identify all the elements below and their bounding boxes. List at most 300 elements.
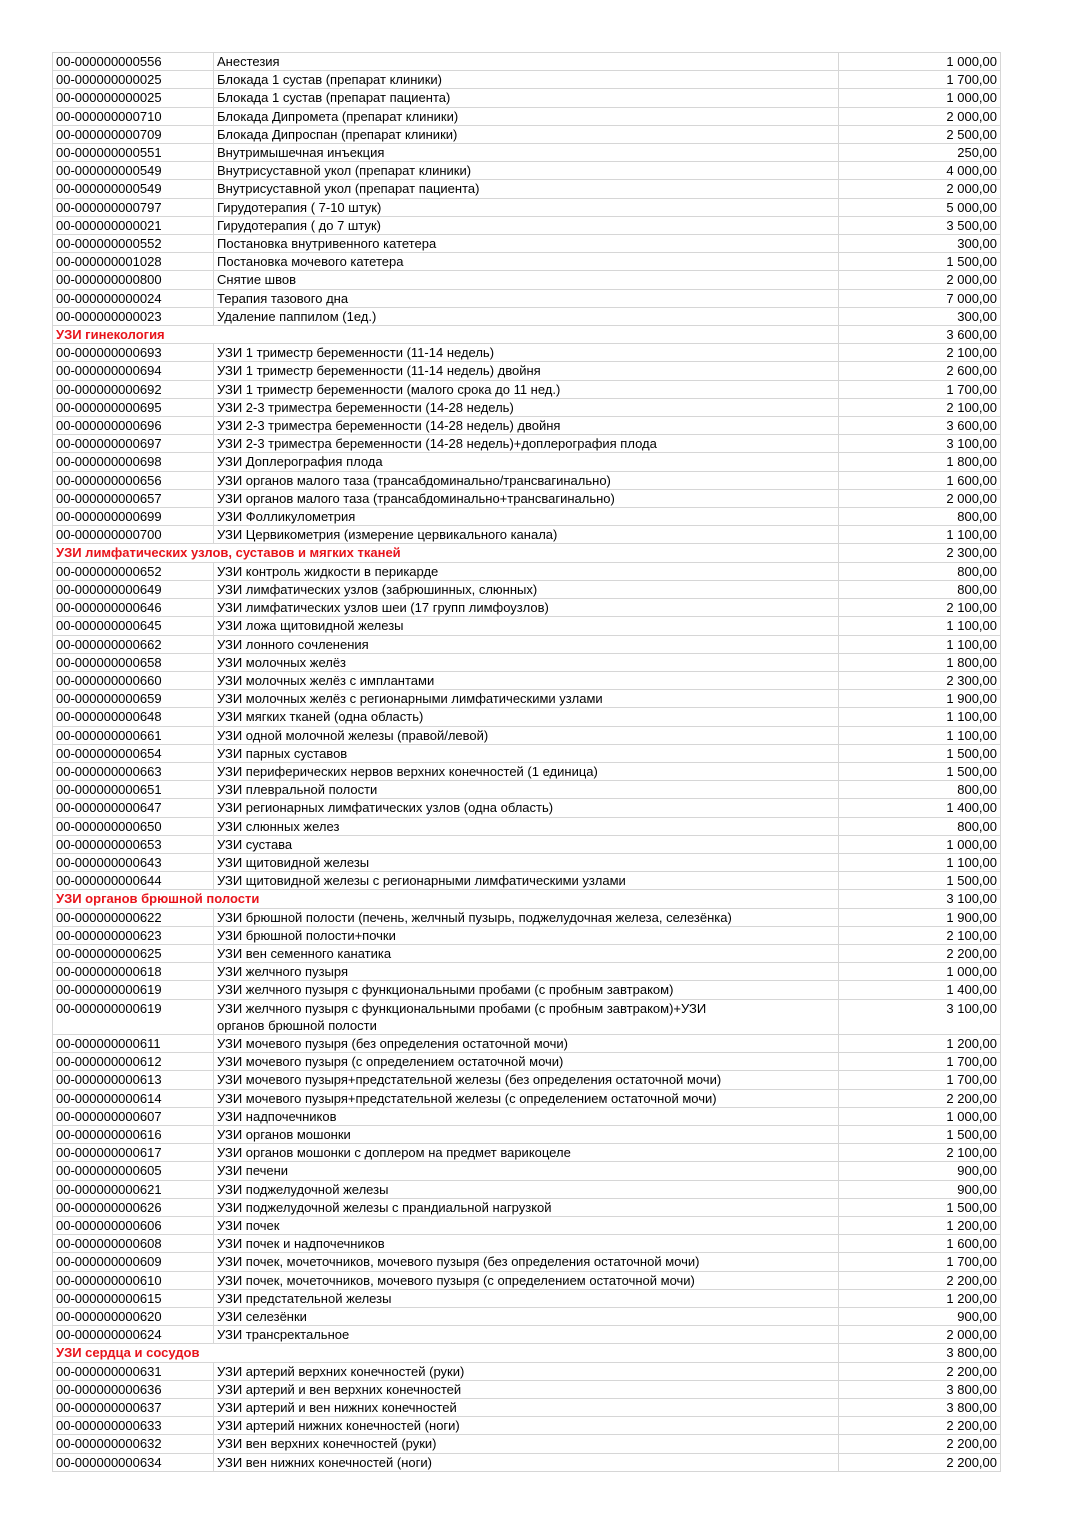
service-name: УЗИ молочных желёз с регионарными лимфатическими узлами: [214, 690, 839, 708]
price-row: [53, 89, 1001, 107]
service-code: 00-000000000652: [53, 562, 214, 580]
service-price: 1 100,00: [839, 635, 1001, 653]
price-row: [53, 1362, 1001, 1380]
price-row: [53, 1326, 1001, 1344]
service-name: УЗИ молочных желёз: [214, 653, 839, 671]
service-code: 00-000000000622: [53, 908, 214, 926]
price-row: [53, 562, 1001, 580]
price-row: [53, 1271, 1001, 1289]
price-row: [53, 489, 1001, 507]
service-price: 1 200,00: [839, 1217, 1001, 1235]
service-code: 00-000000000632: [53, 1435, 214, 1453]
service-price: 1 100,00: [839, 526, 1001, 544]
service-price: 2 100,00: [839, 398, 1001, 416]
price-row: [53, 398, 1001, 416]
section-title: УЗИ органов брюшной полости: [53, 890, 839, 908]
service-code: 00-000000000556: [53, 53, 214, 71]
service-price: 300,00: [839, 235, 1001, 253]
service-code: 00-000000000643: [53, 853, 214, 871]
service-code: 00-000000000626: [53, 1198, 214, 1216]
service-price: 2 000,00: [839, 489, 1001, 507]
service-name: Постановка внутривенного катетера: [214, 235, 839, 253]
service-name: УЗИ парных суставов: [214, 744, 839, 762]
price-row: [53, 963, 1001, 981]
service-code: 00-000000000605: [53, 1162, 214, 1180]
service-name: УЗИ предстательной железы: [214, 1289, 839, 1307]
service-name: УЗИ лонного сочленения: [214, 635, 839, 653]
service-code: 00-000000000692: [53, 380, 214, 398]
service-code: 00-000000000700: [53, 526, 214, 544]
service-code: 00-000000000617: [53, 1144, 214, 1162]
service-price: 800,00: [839, 562, 1001, 580]
service-code: 00-000000000551: [53, 144, 214, 162]
service-code: 00-000000000612: [53, 1053, 214, 1071]
price-row: [53, 53, 1001, 71]
service-name: УЗИ Фолликулометрия: [214, 508, 839, 526]
service-name: УЗИ 2-3 триместра беременности (14-28 недель) двойня: [214, 417, 839, 435]
service-price: 2 000,00: [839, 271, 1001, 289]
service-code: 00-000000000023: [53, 307, 214, 325]
price-row: [53, 253, 1001, 271]
service-name: УЗИ мочевого пузыря+предстательной железы (с определением остаточной мочи): [214, 1089, 839, 1107]
price-row: [53, 107, 1001, 125]
price-row: [53, 617, 1001, 635]
service-code: 00-000000000696: [53, 417, 214, 435]
service-code: 00-000000000631: [53, 1362, 214, 1380]
price-row: [53, 744, 1001, 762]
service-code: 00-000000000797: [53, 198, 214, 216]
service-price: 1 900,00: [839, 908, 1001, 926]
service-code: 00-000000000648: [53, 708, 214, 726]
service-code: 00-000000000608: [53, 1235, 214, 1253]
price-row: [53, 1217, 1001, 1235]
service-price: 5 000,00: [839, 198, 1001, 216]
service-price: 2 100,00: [839, 344, 1001, 362]
price-row: [53, 307, 1001, 325]
service-price: 2 200,00: [839, 1417, 1001, 1435]
service-name: УЗИ почек и надпочечников: [214, 1235, 839, 1253]
price-row: [53, 125, 1001, 143]
service-code: 00-000000000021: [53, 216, 214, 234]
service-name: УЗИ почек: [214, 1217, 839, 1235]
service-name: Гирудотерапия ( до 7 штук): [214, 216, 839, 234]
service-name: Внутрисуставной укол (препарат клиники): [214, 162, 839, 180]
service-price: 2 100,00: [839, 599, 1001, 617]
service-code: 00-000000000607: [53, 1107, 214, 1125]
service-code: 00-000000000636: [53, 1380, 214, 1398]
service-code: 00-000000000618: [53, 963, 214, 981]
service-code: 00-000000000606: [53, 1217, 214, 1235]
service-code: 00-000000000651: [53, 781, 214, 799]
price-row: [53, 1071, 1001, 1089]
service-name: УЗИ органов малого таза (трансабдоминально/трансвагинально): [214, 471, 839, 489]
service-code: 00-000000000549: [53, 162, 214, 180]
service-price: 1 400,00: [839, 799, 1001, 817]
service-price: 1 800,00: [839, 653, 1001, 671]
service-price: 1 000,00: [839, 1107, 1001, 1125]
service-name: УЗИ мочевого пузыря (без определения остаточной мочи): [214, 1034, 839, 1052]
service-name: УЗИ 1 триместр беременности (малого срока до 11 нед.): [214, 380, 839, 398]
price-row: [53, 926, 1001, 944]
service-name: УЗИ почек, мочеточников, мочевого пузыря (без определения остаточной мочи): [214, 1253, 839, 1271]
service-price: 900,00: [839, 1162, 1001, 1180]
service-code: 00-000000000615: [53, 1289, 214, 1307]
service-code: 00-000000000663: [53, 762, 214, 780]
price-row: [53, 726, 1001, 744]
service-price: 900,00: [839, 1308, 1001, 1326]
service-name: УЗИ артерий и вен нижних конечностей: [214, 1399, 839, 1417]
service-price: 800,00: [839, 817, 1001, 835]
service-name: УЗИ молочных желёз с имплантами: [214, 671, 839, 689]
service-code: 00-000000000633: [53, 1417, 214, 1435]
price-row: [53, 216, 1001, 234]
service-price: 1 500,00: [839, 762, 1001, 780]
service-price: 1 000,00: [839, 963, 1001, 981]
service-name: УЗИ органов мошонки: [214, 1125, 839, 1143]
service-price: 1 600,00: [839, 1235, 1001, 1253]
service-price: 3 500,00: [839, 216, 1001, 234]
service-code: 00-000000000660: [53, 671, 214, 689]
service-code: 00-000000000650: [53, 817, 214, 835]
service-code: 00-000000000624: [53, 1326, 214, 1344]
section-price: 3 600,00: [839, 326, 1001, 344]
price-list-table: [52, 52, 1001, 1472]
price-row: [53, 508, 1001, 526]
price-row: [53, 1235, 1001, 1253]
service-price: 900,00: [839, 1180, 1001, 1198]
price-row: [53, 417, 1001, 435]
price-row: [53, 1180, 1001, 1198]
service-code: 00-000000001028: [53, 253, 214, 271]
service-code: 00-000000000649: [53, 580, 214, 598]
price-row: [53, 1417, 1001, 1435]
service-code: 00-000000000800: [53, 271, 214, 289]
service-name-line: УЗИ желчного пузыря с функциональными пробами (с пробным завтраком)+УЗИ: [217, 1000, 707, 1016]
price-row: [53, 599, 1001, 617]
price-row: [53, 1435, 1001, 1453]
service-code: 00-000000000644: [53, 872, 214, 890]
service-code: 00-000000000694: [53, 362, 214, 380]
price-row: [53, 944, 1001, 962]
service-code: 00-000000000656: [53, 471, 214, 489]
service-name: Блокада Дипромета (препарат клиники): [214, 107, 839, 125]
price-row: [53, 344, 1001, 362]
price-row: [53, 635, 1001, 653]
price-row: [53, 526, 1001, 544]
service-code: 00-000000000610: [53, 1271, 214, 1289]
price-row: [53, 671, 1001, 689]
service-price: 1 700,00: [839, 1053, 1001, 1071]
service-price: 800,00: [839, 508, 1001, 526]
service-name: УЗИ плевральной полости: [214, 781, 839, 799]
price-row: [53, 1399, 1001, 1417]
price-row: [53, 708, 1001, 726]
service-name: УЗИ желчного пузыря с функциональными пробами (с пробным завтраком): [214, 981, 839, 999]
service-price: 2 300,00: [839, 671, 1001, 689]
service-price: 1 100,00: [839, 708, 1001, 726]
service-name: УЗИ 1 триместр беременности (11-14 недель): [214, 344, 839, 362]
service-price: 1 200,00: [839, 1034, 1001, 1052]
service-code: 00-000000000657: [53, 489, 214, 507]
service-name: УЗИ вен семенного канатика: [214, 944, 839, 962]
service-code: 00-000000000609: [53, 1253, 214, 1271]
service-name: УЗИ Доплерография плода: [214, 453, 839, 471]
service-name: УЗИ мягких тканей (одна область): [214, 708, 839, 726]
service-price: 1 700,00: [839, 380, 1001, 398]
service-name: УЗИ одной молочной железы (правой/левой): [214, 726, 839, 744]
service-code: 00-000000000620: [53, 1308, 214, 1326]
price-row: [53, 653, 1001, 671]
service-code: 00-000000000647: [53, 799, 214, 817]
price-row: [53, 999, 1001, 1034]
service-name: УЗИ брюшной полости (печень, желчный пузырь, поджелудочная железа, селезёнка): [214, 908, 839, 926]
service-code: 00-000000000661: [53, 726, 214, 744]
service-price: 1 800,00: [839, 453, 1001, 471]
price-row: [53, 162, 1001, 180]
section-header-row: [53, 326, 1001, 344]
service-code: 00-000000000611: [53, 1034, 214, 1052]
service-code: 00-000000000549: [53, 180, 214, 198]
service-name: Анестезия: [214, 53, 839, 71]
service-price: 2 200,00: [839, 1435, 1001, 1453]
service-name: Постановка мочевого катетера: [214, 253, 839, 271]
service-code: 00-000000000646: [53, 599, 214, 617]
service-code: 00-000000000613: [53, 1071, 214, 1089]
service-name: УЗИ трансректальное: [214, 1326, 839, 1344]
service-code: 00-000000000658: [53, 653, 214, 671]
service-name: УЗИ печени: [214, 1162, 839, 1180]
service-name: УЗИ поджелудочной железы: [214, 1180, 839, 1198]
service-price: 1 100,00: [839, 726, 1001, 744]
service-name: УЗИ органов малого таза (трансабдоминально+трансвагинально): [214, 489, 839, 507]
price-row: [53, 1253, 1001, 1271]
service-name: УЗИ желчного пузыря: [214, 963, 839, 981]
service-name: УЗИ 2-3 триместра беременности (14-28 недель)+доплерография плода: [214, 435, 839, 453]
service-price: 2 200,00: [839, 1453, 1001, 1471]
service-code: 00-000000000699: [53, 508, 214, 526]
price-row: [53, 180, 1001, 198]
service-name: УЗИ лимфатических узлов (забрюшинных, слюнных): [214, 580, 839, 598]
service-name: УЗИ периферических нервов верхних конечностей (1 единица): [214, 762, 839, 780]
service-price: 2 100,00: [839, 926, 1001, 944]
service-name-line: органов брюшной полости: [217, 1017, 377, 1033]
service-price: 1 100,00: [839, 617, 1001, 635]
price-row: [53, 1144, 1001, 1162]
service-price: 800,00: [839, 580, 1001, 598]
service-price: 3 800,00: [839, 1399, 1001, 1417]
service-name: Терапия тазового дна: [214, 289, 839, 307]
price-row: [53, 853, 1001, 871]
service-price: 250,00: [839, 144, 1001, 162]
price-row: [53, 71, 1001, 89]
service-code: 00-000000000709: [53, 125, 214, 143]
price-row: [53, 471, 1001, 489]
section-price: 3 100,00: [839, 890, 1001, 908]
service-price: 800,00: [839, 781, 1001, 799]
service-name: УЗИ регионарных лимфатических узлов (одна область): [214, 799, 839, 817]
price-row: [53, 1053, 1001, 1071]
service-price: 1 000,00: [839, 89, 1001, 107]
service-name: УЗИ щитовидной железы: [214, 853, 839, 871]
price-row: [53, 1125, 1001, 1143]
service-price: 7 000,00: [839, 289, 1001, 307]
service-name: Блокада 1 сустав (препарат пациента): [214, 89, 839, 107]
price-row: [53, 781, 1001, 799]
service-name: УЗИ слюнных желез: [214, 817, 839, 835]
price-row: [53, 235, 1001, 253]
service-price: 1 000,00: [839, 835, 1001, 853]
price-row: [53, 690, 1001, 708]
service-code: 00-000000000662: [53, 635, 214, 653]
service-price: 1 500,00: [839, 872, 1001, 890]
service-code: 00-000000000625: [53, 944, 214, 962]
price-row: [53, 580, 1001, 598]
service-name: УЗИ контроль жидкости в перикарде: [214, 562, 839, 580]
service-name: Внутримышечная инъекция: [214, 144, 839, 162]
price-row: [53, 380, 1001, 398]
service-price: 2 200,00: [839, 1271, 1001, 1289]
price-row: [53, 817, 1001, 835]
section-price: 3 800,00: [839, 1344, 1001, 1362]
price-row: [53, 799, 1001, 817]
service-name: УЗИ надпочечников: [214, 1107, 839, 1125]
service-price: 1 500,00: [839, 1198, 1001, 1216]
service-code: 00-000000000697: [53, 435, 214, 453]
service-name: УЗИ органов мошонки с доплером на предмет варикоцеле: [214, 1144, 839, 1162]
service-name: УЗИ лимфатических узлов шеи (17 групп лимфоузлов): [214, 599, 839, 617]
service-code: 00-000000000616: [53, 1125, 214, 1143]
service-code: 00-000000000025: [53, 89, 214, 107]
price-row: [53, 1453, 1001, 1471]
service-code: 00-000000000653: [53, 835, 214, 853]
service-code: 00-000000000621: [53, 1180, 214, 1198]
price-row: [53, 1380, 1001, 1398]
price-row: [53, 144, 1001, 162]
section-title: УЗИ лимфатических узлов, суставов и мягких тканей: [53, 544, 839, 562]
section-header-row: [53, 544, 1001, 562]
service-code: 00-000000000698: [53, 453, 214, 471]
price-row: [53, 1289, 1001, 1307]
service-price: 3 100,00: [839, 999, 1001, 1034]
service-name: Блокада Дипроспан (препарат клиники): [214, 125, 839, 143]
service-price: 1 500,00: [839, 744, 1001, 762]
service-code: 00-000000000619: [53, 999, 214, 1034]
service-code: 00-000000000024: [53, 289, 214, 307]
price-row: [53, 1162, 1001, 1180]
price-row: [53, 762, 1001, 780]
service-name: УЗИ поджелудочной железы с прандиальной нагрузкой: [214, 1198, 839, 1216]
service-name: УЗИ сустава: [214, 835, 839, 853]
price-row: [53, 289, 1001, 307]
service-price: 1 100,00: [839, 853, 1001, 871]
service-price: 2 100,00: [839, 1144, 1001, 1162]
service-name: [214, 999, 839, 1034]
price-row: [53, 908, 1001, 926]
service-price: 4 000,00: [839, 162, 1001, 180]
service-code: 00-000000000614: [53, 1089, 214, 1107]
service-price: 2 000,00: [839, 1326, 1001, 1344]
service-price: 1 700,00: [839, 1253, 1001, 1271]
price-row: [53, 362, 1001, 380]
service-code: 00-000000000654: [53, 744, 214, 762]
service-name: УЗИ артерий и вен верхних конечностей: [214, 1380, 839, 1398]
service-code: 00-000000000552: [53, 235, 214, 253]
service-price: 2 200,00: [839, 1089, 1001, 1107]
service-name: УЗИ мочевого пузыря+предстательной железы (без определения остаточной мочи): [214, 1071, 839, 1089]
section-header-row: [53, 890, 1001, 908]
price-row: [53, 1034, 1001, 1052]
price-row: [53, 198, 1001, 216]
section-title: УЗИ сердца и сосудов: [53, 1344, 839, 1362]
price-row: [53, 835, 1001, 853]
service-name: УЗИ селезёнки: [214, 1308, 839, 1326]
service-price: 2 200,00: [839, 944, 1001, 962]
service-code: 00-000000000693: [53, 344, 214, 362]
service-price: 300,00: [839, 307, 1001, 325]
service-code: 00-000000000637: [53, 1399, 214, 1417]
service-name: УЗИ вен нижних конечностей (ноги): [214, 1453, 839, 1471]
service-name: УЗИ почек, мочеточников, мочевого пузыря (с определением остаточной мочи): [214, 1271, 839, 1289]
service-name: Блокада 1 сустав (препарат клиники): [214, 71, 839, 89]
service-price: 2 600,00: [839, 362, 1001, 380]
service-name: УЗИ Цервикометрия (измерение цервикального канала): [214, 526, 839, 544]
service-name: УЗИ брюшной полости+почки: [214, 926, 839, 944]
section-header-row: [53, 1344, 1001, 1362]
service-price: 1 500,00: [839, 253, 1001, 271]
price-row: [53, 435, 1001, 453]
service-price: 1 400,00: [839, 981, 1001, 999]
service-name: УЗИ щитовидной железы с регионарными лимфатическими узлами: [214, 872, 839, 890]
price-row: [53, 1107, 1001, 1125]
service-name: УЗИ 1 триместр беременности (11-14 недель) двойня: [214, 362, 839, 380]
service-name: УЗИ ложа щитовидной железы: [214, 617, 839, 635]
section-title: УЗИ гинекология: [53, 326, 839, 344]
service-price: 1 900,00: [839, 690, 1001, 708]
price-row: [53, 1308, 1001, 1326]
service-name: Снятие швов: [214, 271, 839, 289]
service-price: 2 200,00: [839, 1362, 1001, 1380]
section-price: 2 300,00: [839, 544, 1001, 562]
service-price: 2 500,00: [839, 125, 1001, 143]
service-code: 00-000000000025: [53, 71, 214, 89]
service-price: 1 200,00: [839, 1289, 1001, 1307]
service-name: УЗИ артерий верхних конечностей (руки): [214, 1362, 839, 1380]
price-row: [53, 1198, 1001, 1216]
service-name: Гирудотерапия ( 7-10 штук): [214, 198, 839, 216]
price-row: [53, 1089, 1001, 1107]
service-price: 1 700,00: [839, 71, 1001, 89]
price-row: [53, 981, 1001, 999]
service-code: 00-000000000710: [53, 107, 214, 125]
price-row: [53, 271, 1001, 289]
service-price: 1 600,00: [839, 471, 1001, 489]
service-price: 3 600,00: [839, 417, 1001, 435]
service-code: 00-000000000659: [53, 690, 214, 708]
service-name: УЗИ вен верхних конечностей (руки): [214, 1435, 839, 1453]
service-price: 1 700,00: [839, 1071, 1001, 1089]
service-name: УЗИ 2-3 триместра беременности (14-28 недель): [214, 398, 839, 416]
service-price: 1 500,00: [839, 1125, 1001, 1143]
service-price: 2 000,00: [839, 107, 1001, 125]
service-price: 2 000,00: [839, 180, 1001, 198]
service-code: 00-000000000645: [53, 617, 214, 635]
service-price: 3 800,00: [839, 1380, 1001, 1398]
service-name: УЗИ мочевого пузыря (с определением остаточной мочи): [214, 1053, 839, 1071]
service-code: 00-000000000634: [53, 1453, 214, 1471]
service-code: 00-000000000623: [53, 926, 214, 944]
service-price: 1 000,00: [839, 53, 1001, 71]
price-list-body: [53, 53, 1001, 1472]
